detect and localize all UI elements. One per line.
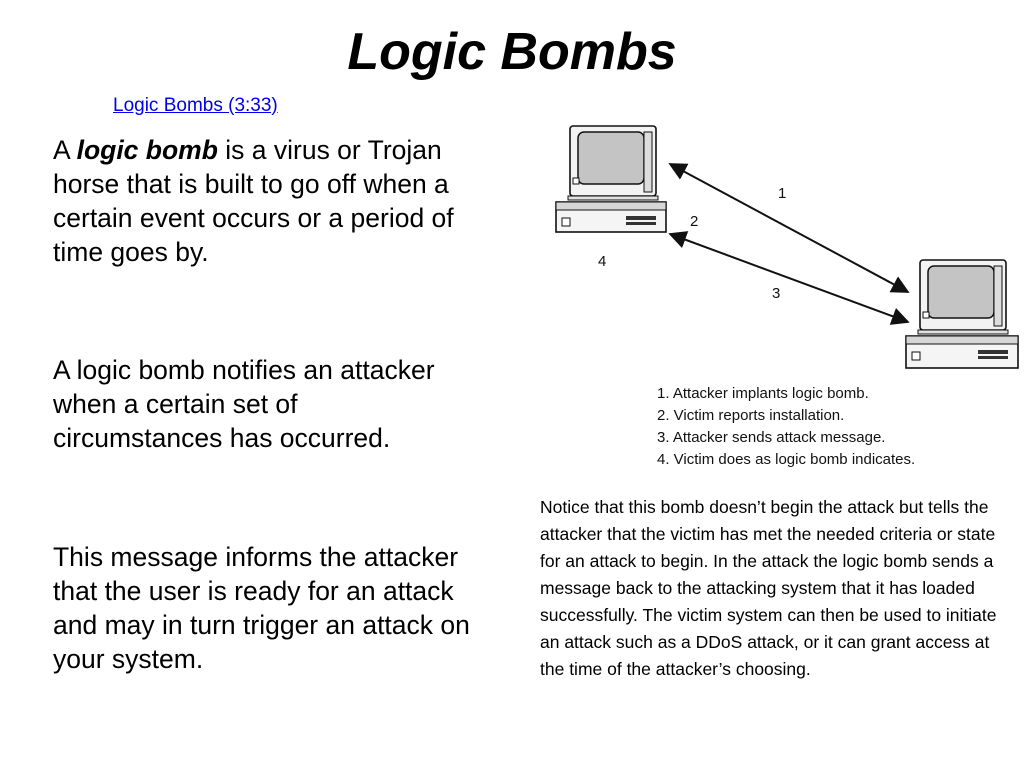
definition-paragraph — [53, 133, 473, 269]
diagram-step: 3. Attacker sends attack message. — [657, 429, 886, 446]
notify-paragraph: A logic bomb notifies an attacker when a certain set of circumstances has occurred. — [53, 355, 435, 453]
diagram-steps-list — [657, 383, 915, 471]
arrow-number-4: 4 — [598, 253, 607, 270]
diagram-step: 2. Victim reports installation. — [657, 407, 845, 424]
arrow-2 — [670, 234, 908, 322]
message-paragraph: This message informs the attacker that the user is ready for an attack and may in turn trigger an attack on your system. — [53, 542, 470, 674]
definition-rest: is a virus or Trojan horse that is built to go off when a certain event occurs or a period of time goes by. — [53, 135, 454, 267]
arrow-number-3: 3 — [772, 285, 781, 302]
video-link[interactable]: Logic Bombs (3:33) — [113, 95, 278, 116]
logic-bomb-term: logic bomb — [76, 135, 218, 165]
slide-title: Logic Bombs — [347, 23, 677, 81]
arrow-number-2: 2 — [690, 213, 699, 230]
explanation-note: Notice that this bomb doesn’t begin the attack but tells the attacker that the victim has met the needed criteria or state for an attack to begin. In the attack the logic bomb sends a message back to the attacking system that it has loaded successfully. The victim system can then be used to initiate an attack such as a DDoS attack, or it can grant access at the time of the attacker’s choosing. — [540, 497, 997, 679]
arrow-number-1: 1 — [778, 185, 787, 202]
diagram-step: 1. Attacker implants logic bomb. — [657, 385, 869, 402]
definition-prefix: A — [53, 135, 77, 165]
victim-computer-icon — [906, 260, 1018, 368]
logic-bomb-diagram — [540, 118, 1024, 380]
arrow-1 — [670, 164, 908, 292]
attacker-computer-icon — [556, 126, 666, 232]
diagram-step: 4. Victim does as logic bomb indicates. — [657, 451, 916, 468]
